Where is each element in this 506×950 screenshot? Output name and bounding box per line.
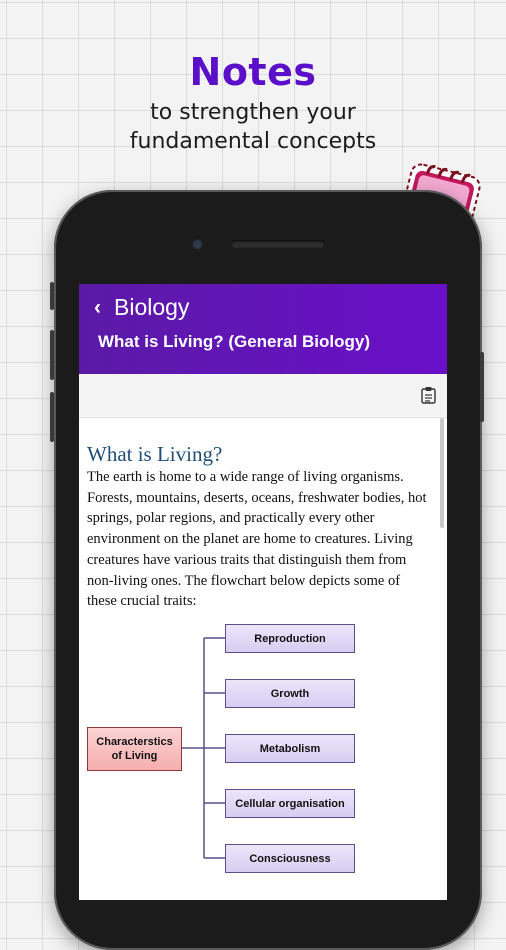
topic-title: What is Living? (General Biology)	[98, 332, 371, 351]
app-bar	[79, 284, 447, 374]
front-camera	[192, 239, 203, 250]
phone-volume-up	[50, 330, 54, 380]
flow-node-growth: Growth	[225, 679, 355, 708]
phone-side-button	[50, 282, 54, 310]
flow-node-metabolism: Metabolism	[225, 734, 355, 763]
promo-subtitle	[0, 98, 506, 156]
content-toolbar	[79, 374, 447, 418]
flow-node-reproduction: Reproduction	[225, 624, 355, 653]
promo-subtitle-line-1: to strengthen your	[150, 100, 356, 125]
flow-node-consciousness: Consciousness	[225, 844, 355, 873]
scrollbar[interactable]	[440, 418, 444, 528]
earpiece-speaker	[231, 240, 325, 248]
phone-screen	[79, 284, 447, 900]
promo-subtitle-line-2: fundamental concepts	[129, 129, 377, 154]
phone-power-button	[480, 352, 484, 422]
article-content[interactable]	[79, 418, 447, 900]
phone-volume-down	[50, 392, 54, 442]
flow-node-cellular-organisation: Cellular organisation	[225, 789, 355, 818]
flowchart	[79, 618, 447, 900]
chevron-left-icon[interactable]: ‹	[94, 296, 101, 319]
article-heading: What is Living?	[87, 442, 223, 466]
flow-node-root: Characterstics of Living	[87, 727, 182, 771]
article-paragraph: The earth is home to a wide range of living organisms. Forests, mountains, deserts, oceans, freshwater bodies, hot springs, polar regions, and practically every other environment on the planet are home to creatures. Living creatures have various traits that distinguish them from non-living ones. The flowchart below depicts some of these crucial traits:	[87, 469, 427, 610]
subject-title[interactable]: Biology	[114, 294, 190, 320]
clipboard-icon[interactable]	[421, 386, 436, 404]
promo-title: Notes	[189, 50, 317, 94]
